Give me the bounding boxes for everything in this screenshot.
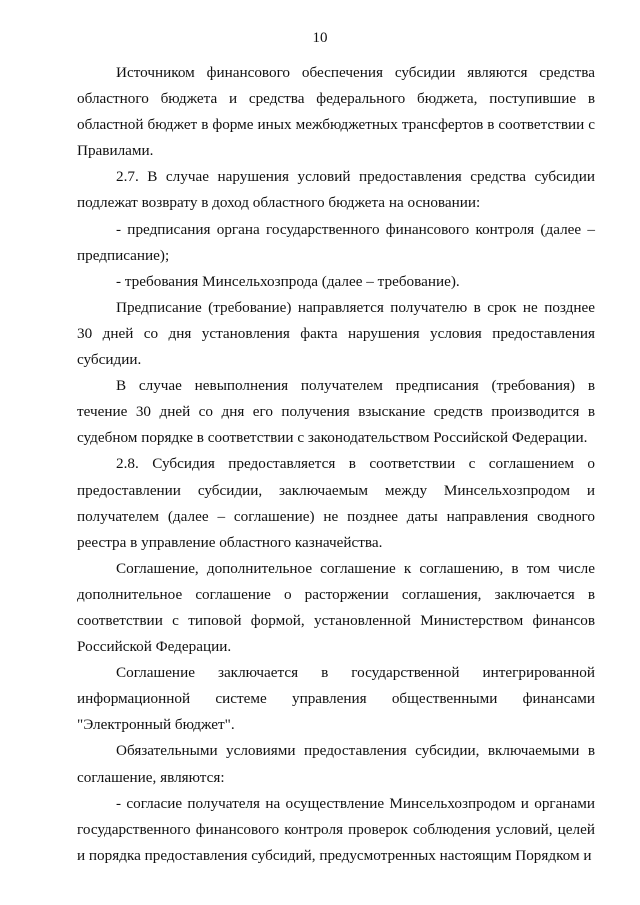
list-item-requirement: - требования Минсельхозпрода (далее – требование). bbox=[116, 272, 460, 290]
paragraph-2-7: 2.7. В случае нарушения условий предоставления средства субсидии подлежат возврату в доход областного бюджета на основании: bbox=[77, 168, 595, 212]
paragraph-agreement-form: Соглашение, дополнительное соглашение к соглашению, в том числе дополнительное соглашение о расторжении соглашения, заключается в соответствии с типовой формой, установленной Министерством финансов Российской Федерации. bbox=[77, 559, 595, 656]
paragraph-mandatory-conditions: Обязательными условиями предоставления субсидии, включаемыми в соглашение, являются: bbox=[77, 742, 595, 786]
paragraph-electronic-budget: Соглашение заключается в государственной интегрированной информационной системе управления общественными финансами "Электронный бюджет". bbox=[77, 664, 595, 734]
paragraph-2-8: 2.8. Субсидия предоставляется в соответствии с соглашением о предоставлении субсидии, заключаемым между Минсельхозпродом и получателем (далее – соглашение) не позднее даты направления сводного реестра в управление областного казначейства. bbox=[77, 455, 595, 551]
document-body bbox=[77, 60, 595, 869]
paragraph-non-compliance: В случае невыполнения получателем предписания (требования) в течение 30 дней со дня его получения взыскание средств производится в судебном порядке в соответствии с законодательством Российской Федерации. bbox=[77, 377, 595, 447]
list-item-consent: - согласие получателя на осуществление Минсельхозпродом и органами государственного финансового контроля проверок соблюдения условий, целей и порядка предоставления субсидий, предусмотренных настоящим Порядком и bbox=[77, 794, 595, 864]
page-number: 10 bbox=[312, 30, 328, 46]
paragraph-prescription-deadline: Предписание (требование) направляется получателю в срок не позднее 30 дней со дня установления факта нарушения условия предоставления субсидии. bbox=[77, 298, 595, 369]
list-item-prescription: - предписания органа государственного финансового контроля (далее – предписание); bbox=[77, 220, 595, 264]
paragraph-funding-source: Источником финансового обеспечения субсидии являются средства областного бюджета и средства федерального бюджета, поступившие в областной бюджет в форме иных межбюджетных трансфертов в соответствии с Правилами. bbox=[77, 64, 595, 160]
